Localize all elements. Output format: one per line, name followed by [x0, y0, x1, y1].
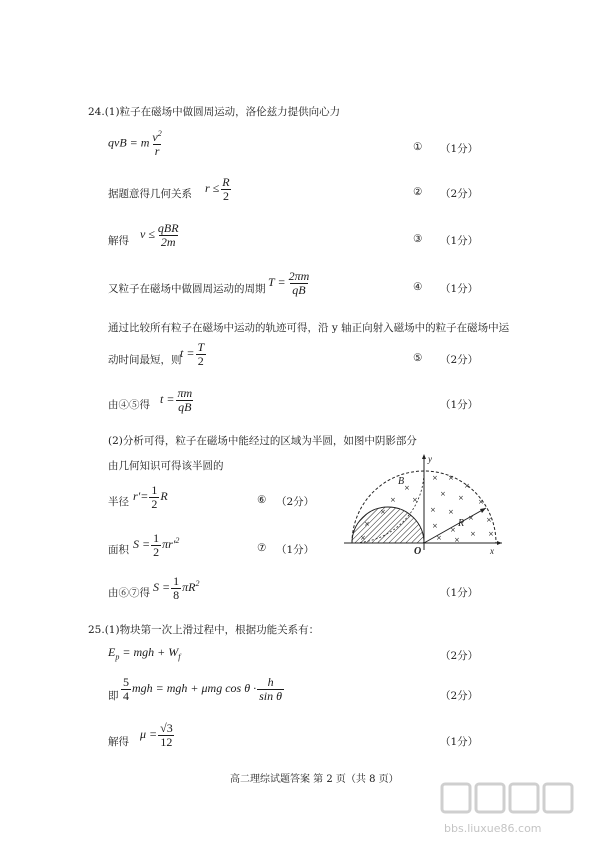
radius-lhs: r′=: [133, 488, 149, 503]
eq4-num: 2πm: [288, 269, 310, 283]
label-b: B: [398, 476, 405, 487]
mark-1: ①: [413, 141, 423, 153]
mark-6: ⑤: [413, 352, 423, 364]
label-r: R: [458, 518, 465, 529]
final-lhs: S =: [153, 579, 171, 594]
eq6-den: 2: [197, 353, 204, 368]
svg-text:×: ×: [478, 498, 484, 506]
q25-eq2-num: 5: [123, 675, 129, 689]
score-1: （1分）: [440, 143, 479, 155]
score-4: （1分）: [440, 283, 479, 295]
svg-text:×: ×: [412, 496, 418, 504]
mark-a: ⑦: [257, 542, 267, 554]
radius-den: 2: [151, 496, 158, 511]
q24-eq6: [180, 341, 207, 367]
eq1-num-sup: 2: [157, 129, 162, 138]
svg-text:×: ×: [364, 520, 370, 528]
watermark-graphic: [440, 780, 590, 840]
q24-part2: (2)分析可得，粒子在磁场中能经过的区域为半圆，如图中阴影部分: [108, 435, 417, 447]
radius-text: 半径: [108, 496, 129, 508]
final-sup: 2: [195, 578, 200, 588]
eq1-lhs: qvB = m: [108, 135, 150, 150]
eq3-num: qBR: [157, 221, 179, 235]
q25-intro: 25.(1)物块第一次上滑过程中，根据功能关系有：: [88, 624, 320, 636]
q25-score2: （2分）: [440, 690, 479, 702]
eq4-den: qB: [292, 282, 306, 297]
q25-eq1: [108, 645, 180, 661]
eq7-den: qB: [178, 399, 192, 414]
eq3-lhs: v ≤: [140, 226, 155, 241]
mark-2: ②: [413, 186, 423, 198]
radius-num: 1: [151, 483, 158, 497]
q25-eq3-den: 12: [160, 734, 173, 749]
q25-eq3: [140, 722, 176, 748]
q24-line6-text: 动时间最短，则: [108, 354, 182, 366]
eq2-den: 2: [222, 188, 229, 203]
eq6-num: T: [197, 340, 205, 354]
svg-text:×: ×: [468, 514, 474, 522]
final-den: 8: [173, 587, 180, 602]
q25-eq2: [120, 676, 285, 702]
radius-tail: R: [160, 488, 168, 503]
q25-eq2-prefix: 即: [108, 690, 119, 702]
score-7: （1分）: [440, 399, 479, 411]
q24-eq3: [140, 222, 182, 248]
label-x: x: [490, 546, 494, 556]
eq2-num: R: [222, 175, 230, 189]
q24-line5-text: 通过比较所有粒子在磁场中运动的轨迹可得，沿 y 轴正向射入磁场中的粒子在磁场中运: [108, 322, 510, 334]
magnetic-field-diagram: [340, 450, 510, 560]
svg-text:×: ×: [458, 494, 464, 502]
svg-text:×: ×: [486, 516, 492, 524]
score-r: （2分）: [276, 496, 315, 508]
final-eq: [153, 575, 199, 601]
svg-text:×: ×: [430, 506, 436, 514]
score-final: （1分）: [440, 587, 479, 599]
eq1-frac: [150, 130, 163, 157]
eq1-den: r: [154, 143, 160, 158]
svg-text:×: ×: [360, 534, 366, 542]
svg-text:×: ×: [488, 530, 494, 538]
q25-eq2-mid: mgh = mgh + μmg cos θ ·: [132, 680, 257, 695]
eq2-lhs: r ≤: [205, 180, 220, 195]
q25-eq3-lhs: μ =: [140, 726, 158, 741]
q24-line7-text: 由④⑤得: [108, 399, 150, 411]
eq3-den: 2m: [160, 234, 176, 249]
q25-eq3-text: 解得: [108, 736, 129, 748]
q25-eq1-sub2: f: [178, 652, 181, 662]
q25-score1: （2分）: [440, 650, 479, 662]
eq7-num: πm: [177, 386, 193, 400]
label-y: y: [428, 454, 432, 464]
radius-arrow: [480, 508, 486, 513]
svg-text:×: ×: [432, 522, 438, 530]
q24-eq2: [205, 176, 233, 202]
svg-text:×: ×: [390, 496, 396, 504]
q24-eq4: [268, 270, 312, 296]
q25-eq2-num2: h: [267, 675, 274, 689]
svg-text:×: ×: [470, 530, 476, 538]
q25-eq2-den2: sin θ: [259, 688, 283, 703]
svg-text:×: ×: [432, 474, 438, 482]
svg-text:×: ×: [436, 534, 442, 542]
area-eq: [133, 532, 179, 558]
q25-eq2-den: 4: [123, 688, 129, 703]
area-num: 1: [153, 531, 160, 545]
final-tail: πR: [182, 579, 196, 594]
watermark-logo: [440, 780, 590, 840]
q24-line3-text: 解得: [108, 235, 129, 247]
q24-line2-text: 据题意得几何关系: [108, 188, 192, 200]
area-text: 面积: [108, 544, 129, 556]
area-tail: πr′: [162, 536, 176, 551]
q25-eq1-e: E: [108, 645, 116, 659]
mark-4: ④: [413, 281, 423, 293]
svg-text:×: ×: [450, 526, 456, 534]
svg-text:×: ×: [404, 484, 410, 492]
area-sup: 2: [175, 535, 180, 545]
q24-intro: 24.(1)粒子在磁场中做圆周运动，洛伦兹力提供向心力: [88, 106, 341, 118]
q24-line4-text: 又粒子在磁场中做圆周运动的周期: [108, 283, 266, 295]
x-axis-arrow: [497, 541, 502, 545]
page-footer: 高二理综试题答案 第 2 页（共 8 页）: [230, 774, 399, 785]
final-text: 由⑥⑦得: [108, 587, 150, 599]
eq6-lhs: t =: [180, 345, 195, 360]
score-2: （2分）: [440, 188, 479, 200]
label-o: O: [414, 546, 422, 557]
score-a: （1分）: [276, 544, 315, 556]
q24-part2b: 由几何知识可得该半圆的: [108, 460, 224, 472]
score-3: （1分）: [440, 235, 479, 247]
eq1-num: v: [152, 130, 158, 144]
mark-r: ⑥: [257, 494, 267, 506]
eq7-lhs: t =: [160, 391, 175, 406]
svg-text:×: ×: [448, 474, 454, 482]
q25-score3: （1分）: [440, 736, 479, 748]
q25-eq1-sub: p: [115, 652, 120, 662]
q25-eq3-num: √3: [160, 721, 173, 735]
q25-eq1-rest: = mgh + W: [119, 645, 179, 659]
q24-eq1: [108, 130, 165, 157]
svg-text:×: ×: [448, 508, 454, 516]
radius-eq: [133, 484, 168, 510]
area-den: 2: [153, 544, 160, 559]
area-lhs: S =: [133, 536, 151, 551]
q24-eq7: [160, 387, 195, 413]
svg-text:×: ×: [380, 508, 386, 516]
score-6: （2分）: [440, 354, 479, 366]
svg-text:×: ×: [440, 490, 446, 498]
mark-3: ③: [413, 233, 423, 245]
svg-text:×: ×: [454, 536, 460, 544]
final-num: 1: [173, 574, 180, 588]
svg-text:×: ×: [464, 482, 470, 490]
watermark-url: bbs.liuxue86.com: [444, 822, 542, 835]
y-axis-arrow: [422, 454, 426, 459]
eq4-lhs: T =: [268, 274, 286, 289]
